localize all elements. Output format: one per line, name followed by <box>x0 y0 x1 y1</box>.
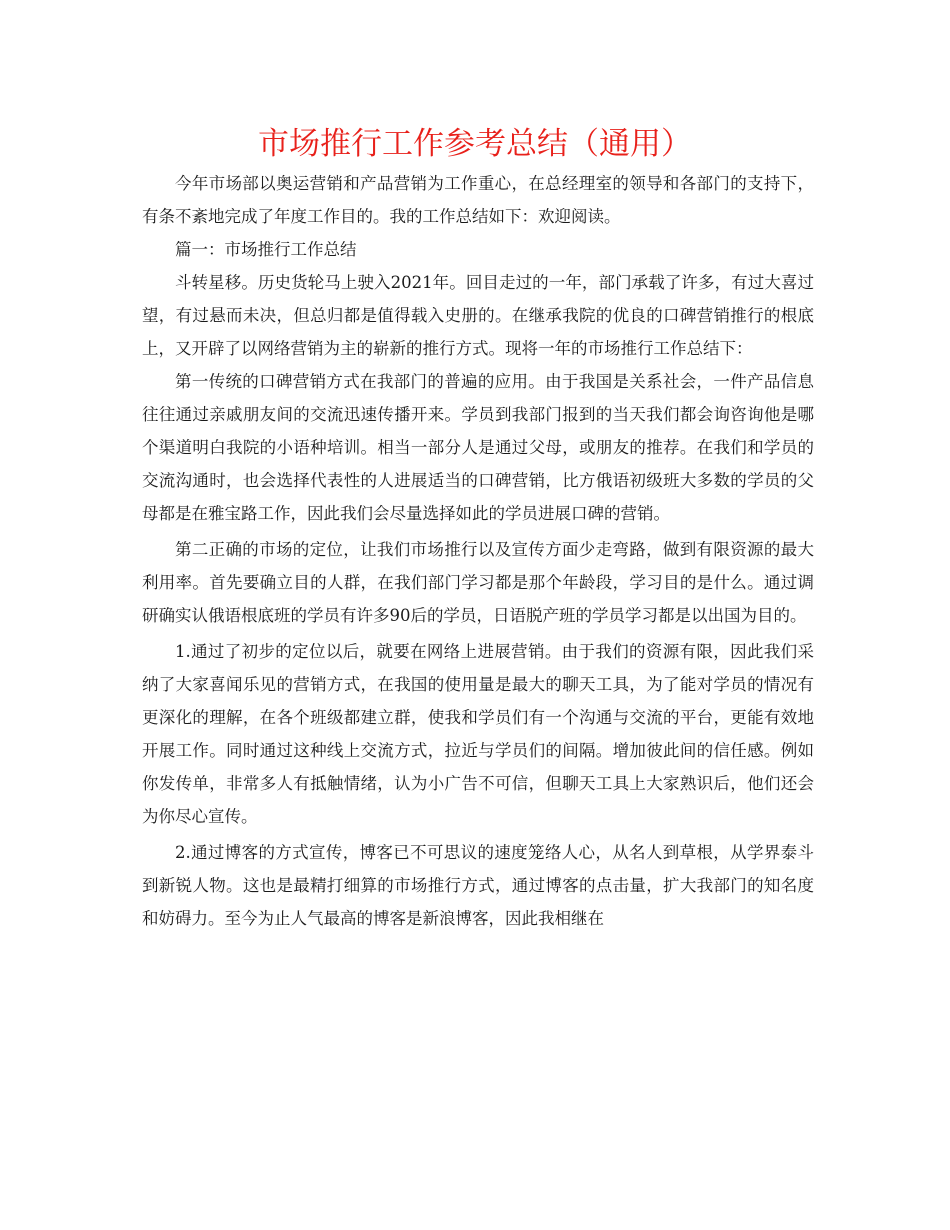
body-paragraph: 第二正确的市场的定位，让我们市场推行以及宣传方面少走弯路，做到有限资源的最大利用率。首先要确立目的人群，在我们部门学习都是那个年龄段，学习目的是什么。通过调研确实认俄语根底班的学员有许多90后的学员，日语脱产班的学员学习都是以出国为目的。 <box>142 540 814 625</box>
list-item-paragraph: 1.通过了初步的定位以后，就要在网络上进展营销。由于我们的资源有限，因此我们采纳了大家喜闻乐见的营销方式，在我国的使用量是最大的聊天工具，为了能对学员的情况有更深化的理解，在各个班级都建立群，使我和学员们有一个沟通与交流的平台，更能有效地开展工作。同时通过这种线上交流方式，拉近与学员们的间隔。增加彼此间的信任感。例如你发传单，非常多人有抵触情绪，认为小广告不可信，但聊天工具上大家熟识后，他们还会为你尽心宣传。 <box>142 642 814 826</box>
body-paragraph: 斗转星移。历史货轮马上驶入2021年。回目走过的一年，部门承载了许多，有过大喜过望，有过悬而未决，但总归都是值得载入史册的。在继承我院的优良的口碑营销推行的根底上，又开辟了以网络营销为主的崭新的推行方式。现将一年的市场推行工作总结下： <box>142 273 814 358</box>
intro-paragraph: 今年市场部以奥运营销和产品营销为工作重心，在总经理室的领导和各部门的支持下，有条不紊地完成了年度工作目的。我的工作总结如下：欢迎阅读。 <box>142 174 814 226</box>
document-body <box>142 167 814 935</box>
list-item-paragraph: 2.通过博客的方式宣传，博客已不可思议的速度笼络人心，从名人到草根，从学界泰斗到新锐人物。这也是最精打细算的市场推行方式，通过博客的点击量，扩大我部门的知名度和妨碍力。至今为止人气最高的博客是新浪博客，因此我相继在 <box>142 843 814 928</box>
document-title: 市场推行工作参考总结（通用） <box>258 126 692 162</box>
body-paragraph: 第一传统的口碑营销方式在我部门的普遍的应用。由于我国是关系社会，一件产品信息往往通过亲戚朋友间的交流迅速传播开来。学员到我部门报到的当天我们都会询咨询他是哪个渠道明白我院的小语种培训。相当一部分人是通过父母，或朋友的推荐。在我们和学员的交流沟通时，也会选择代表性的人进展适当的口碑营销，比方俄语初级班大多数的学员的父母都是在雅宝路工作，因此我们会尽量选择如此的学员进展口碑的营销。 <box>142 372 814 523</box>
section-heading: 篇一：市场推行工作总结 <box>175 240 357 259</box>
